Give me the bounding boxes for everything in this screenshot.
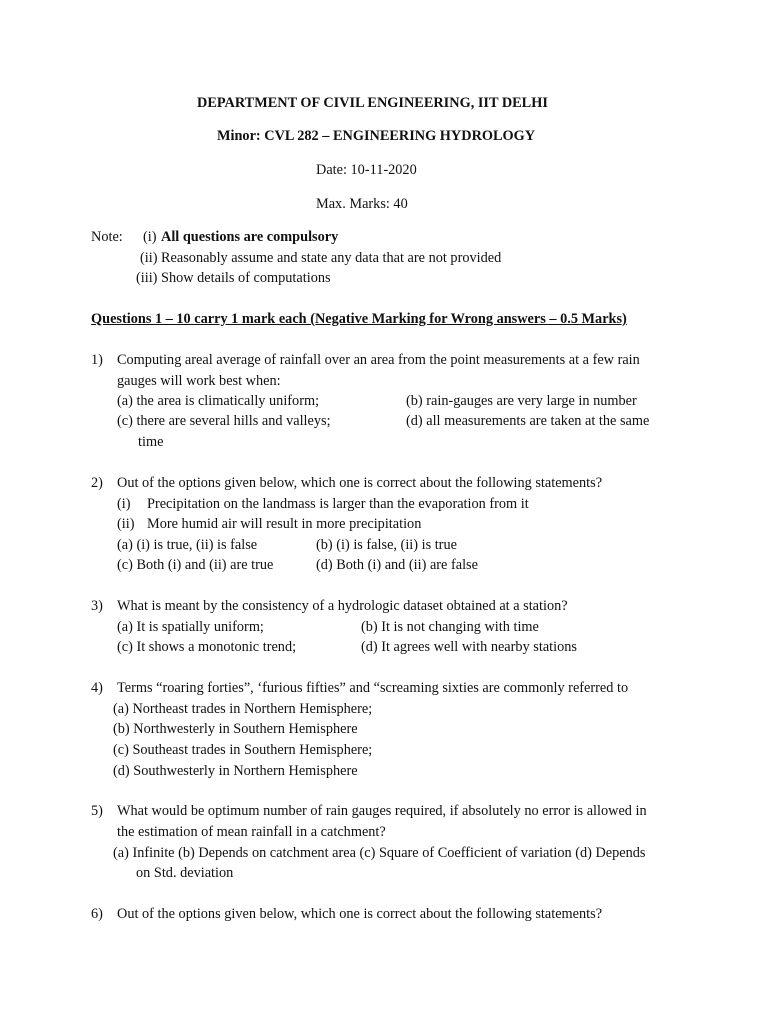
question-6-number: 6) — [91, 906, 103, 922]
question-4-option-a: (a) Northeast trades in Northern Hemisphere; — [113, 701, 373, 717]
note-item-2-num: (ii) — [140, 250, 158, 266]
max-marks: Max. Marks: 40 — [316, 196, 408, 212]
question-3-option-d: (d) It agrees well with nearby stations — [361, 639, 577, 655]
note-item-1-text: All questions are compulsory — [161, 229, 339, 245]
note-item-1-num: (i) — [143, 229, 157, 245]
question-5-options-line-1: (a) Infinite (b) Depends on catchment area (c) Square of Coefficient of variation (d) Depends — [113, 845, 646, 861]
note-item-2-text: Reasonably assume and state any data that are not provided — [161, 250, 502, 266]
question-1-option-c: (c) there are several hills and valleys; — [117, 413, 331, 429]
note-item-3-num: (iii) — [136, 270, 158, 286]
question-3-option-b: (b) It is not changing with time — [361, 619, 539, 635]
question-3-text-line-1: What is meant by the consistency of a hydrologic dataset obtained at a station? — [117, 598, 568, 614]
question-6-text-line-1: Out of the options given below, which one is correct about the following statements? — [117, 906, 603, 922]
question-5-options-line-2: on Std. deviation — [136, 865, 234, 881]
question-3-number: 3) — [91, 598, 103, 614]
question-4-option-c: (c) Southeast trades in Southern Hemisphere; — [113, 742, 373, 758]
question-1-option-b: (b) rain-gauges are very large in number — [406, 393, 637, 409]
question-2-statement-2-num: (ii) — [117, 516, 135, 532]
department-title: DEPARTMENT OF CIVIL ENGINEERING, IIT DELHI — [197, 95, 548, 111]
question-3-option-a: (a) It is spatially uniform; — [117, 619, 264, 635]
question-2-option-d: (d) Both (i) and (ii) are false — [316, 557, 478, 573]
question-4-option-d: (d) Southwesterly in Northern Hemisphere — [113, 763, 358, 779]
question-5-text-line-1: What would be optimum number of rain gauges required, if absolutely no error is allowed in — [117, 803, 647, 819]
question-1-text-line-1: Computing areal average of rainfall over an area from the point measurements at a few rain — [117, 352, 640, 368]
question-1-option-continuation: time — [138, 434, 164, 450]
question-2-option-b: (b) (i) is false, (ii) is true — [316, 537, 457, 553]
question-4-number: 4) — [91, 680, 103, 696]
question-4-option-b: (b) Northwesterly in Southern Hemisphere — [113, 721, 358, 737]
question-2-text-line-1: Out of the options given below, which one is correct about the following statements? — [117, 475, 603, 491]
question-5-number: 5) — [91, 803, 103, 819]
question-1-text-line-2: gauges will work best when: — [117, 373, 281, 389]
question-2-option-a: (a) (i) is true, (ii) is false — [117, 537, 258, 553]
question-3-option-c: (c) It shows a monotonic trend; — [117, 639, 297, 655]
question-2-statement-1-text: Precipitation on the landmass is larger than the evaporation from it — [147, 496, 529, 512]
note-item-3-text: Show details of computations — [161, 270, 331, 286]
note-label: Note: — [91, 229, 123, 245]
question-1-option-d: (d) all measurements are taken at the same — [406, 413, 650, 429]
course-title: Minor: CVL 282 – ENGINEERING HYDROLOGY — [217, 128, 536, 144]
question-2-number: 2) — [91, 475, 103, 491]
question-5-text-line-2: the estimation of mean rainfall in a catchment? — [117, 824, 386, 840]
question-2-statement-1-num: (i) — [117, 496, 131, 512]
question-1-number: 1) — [91, 352, 103, 368]
question-4-text-line-1: Terms “roaring forties”, ‘furious fifties” and “screaming sixties are commonly referred to — [117, 680, 629, 696]
question-1-option-a: (a) the area is climatically uniform; — [117, 393, 320, 409]
exam-date: Date: 10-11-2020 — [316, 162, 417, 178]
question-2-statement-2-text: More humid air will result in more precipitation — [147, 516, 422, 532]
question-2-option-c: (c) Both (i) and (ii) are true — [117, 557, 274, 573]
section-heading: Questions 1 – 10 carry 1 mark each (Negative Marking for Wrong answers – 0.5 Marks) — [91, 311, 627, 327]
